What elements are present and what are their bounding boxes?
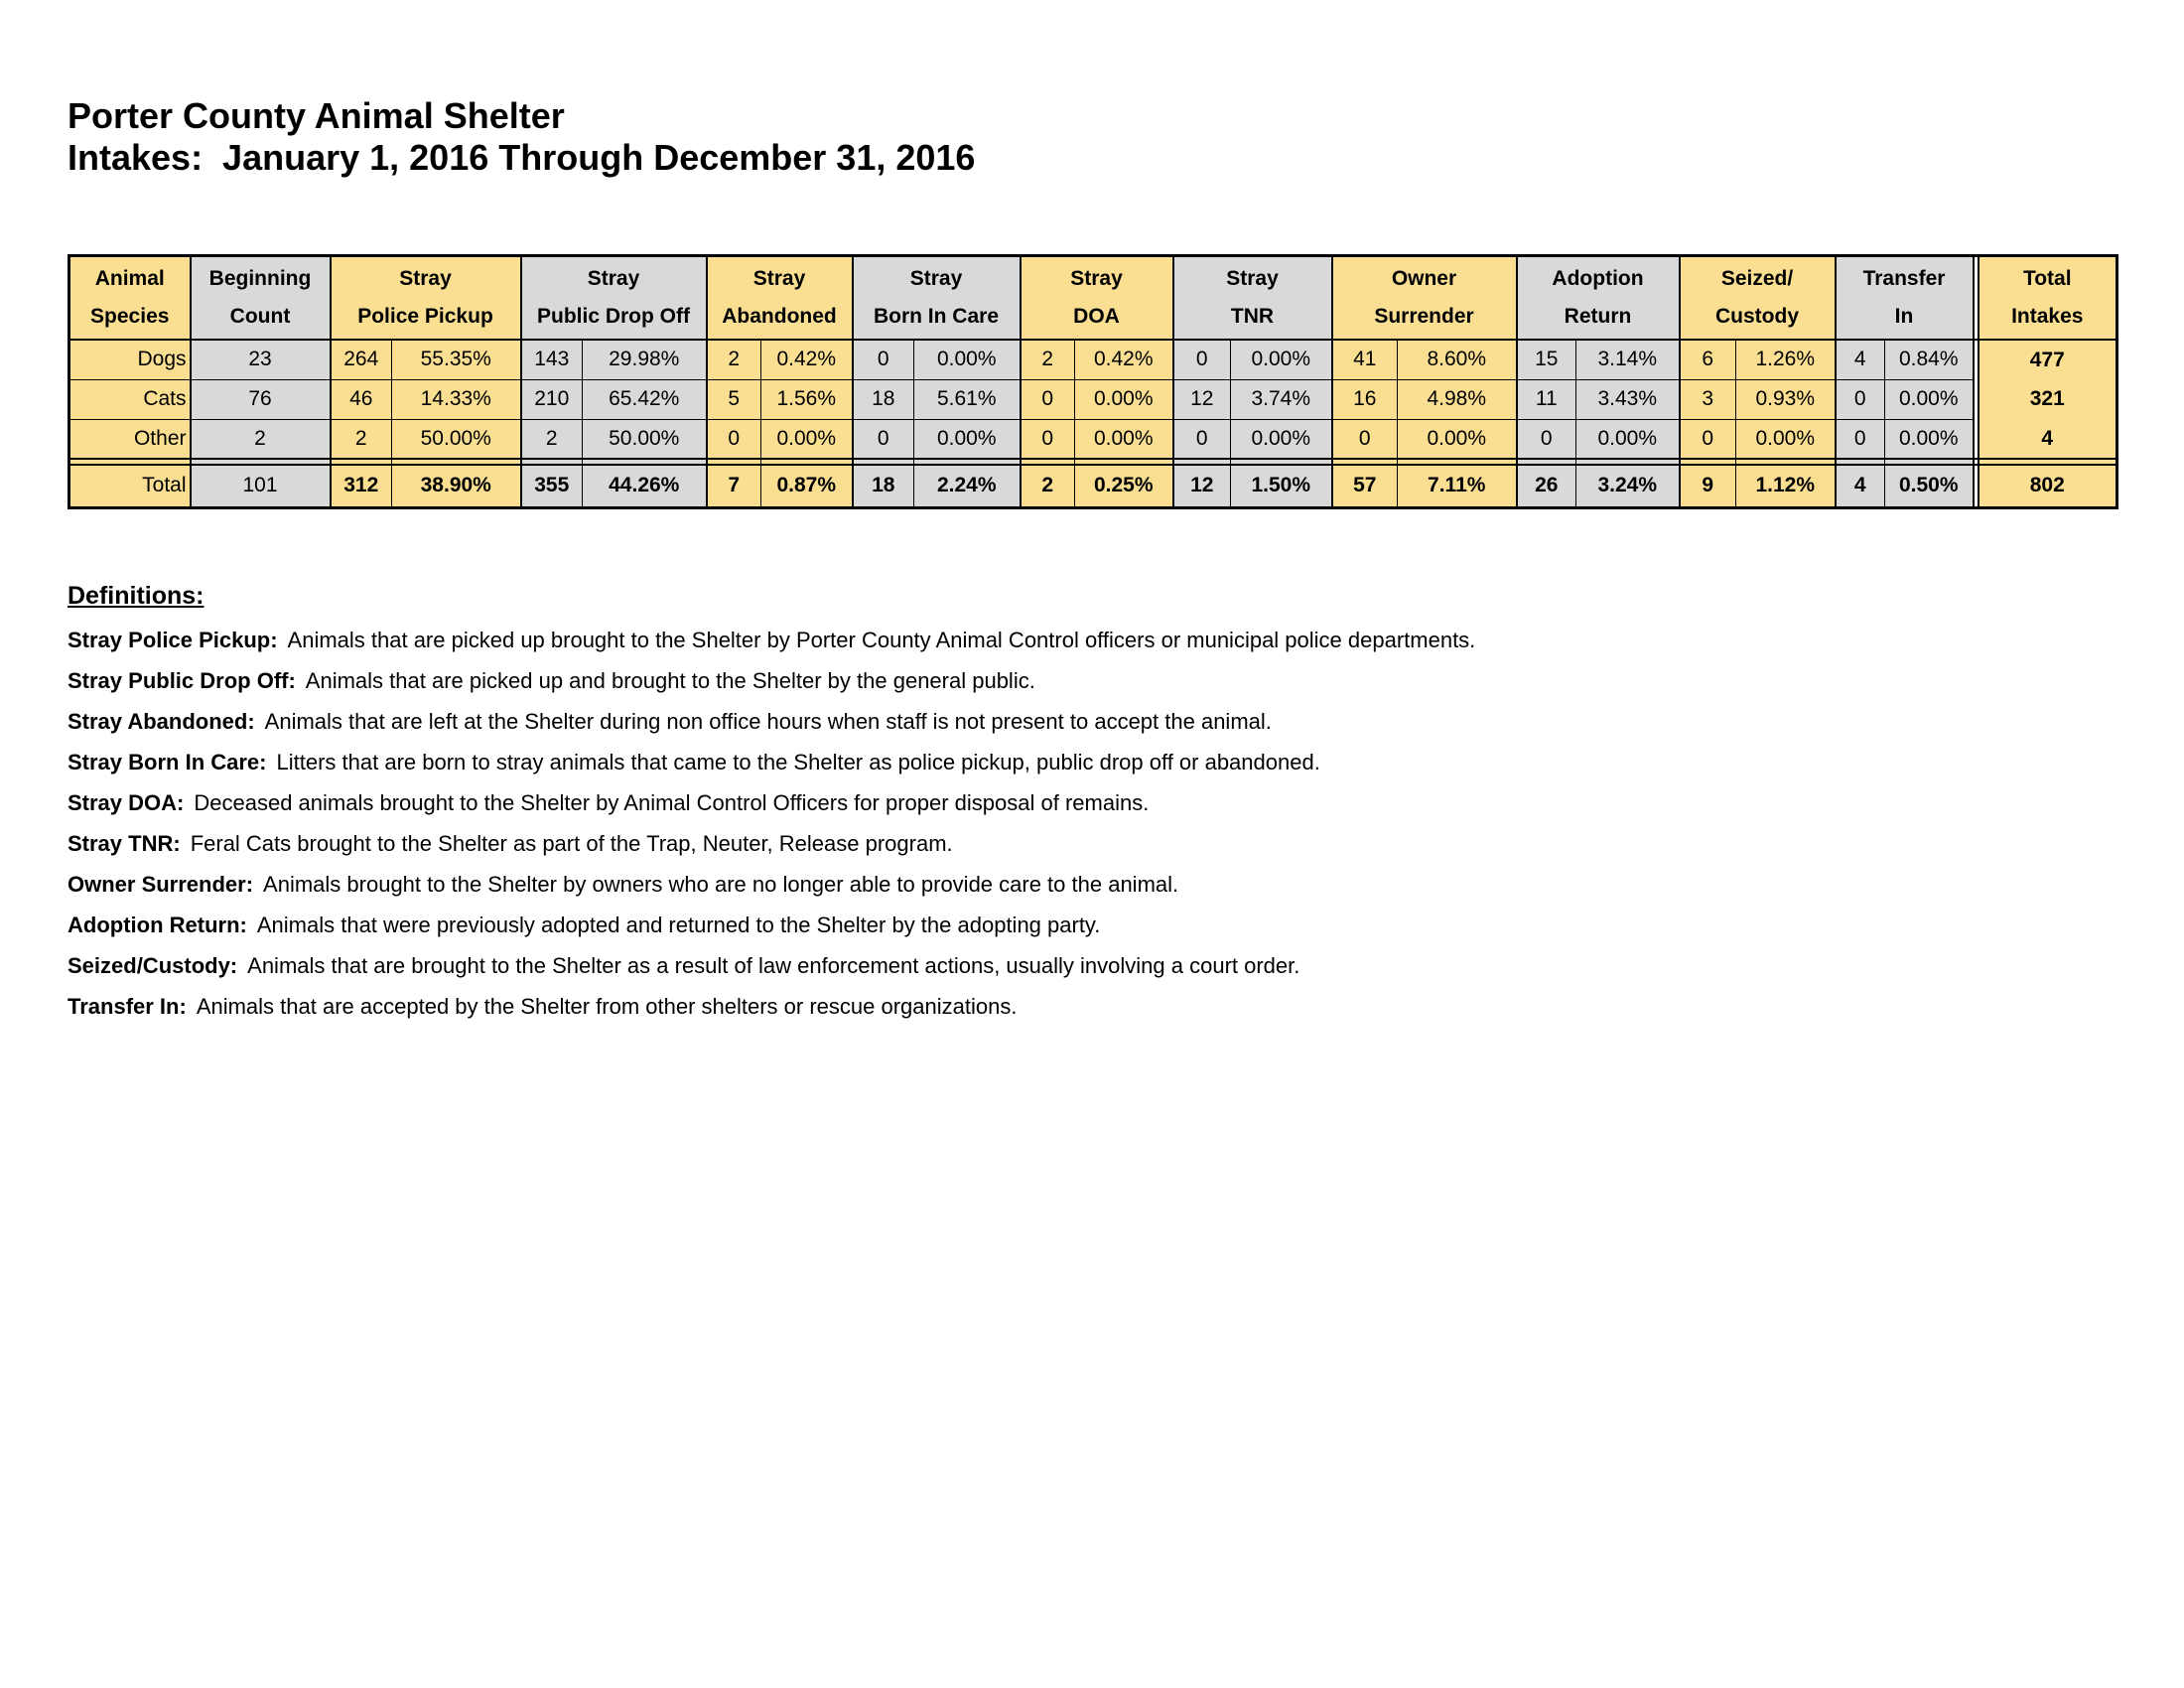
count-cell: 5 [707, 379, 761, 419]
percent-cell: 1.12% [1736, 465, 1836, 507]
percent-cell: 0.93% [1736, 379, 1836, 419]
count-cell: 2 [521, 419, 583, 459]
count-cell: 57 [1332, 465, 1398, 507]
count-cell: 3 [1680, 379, 1736, 419]
definition-text: Feral Cats brought to the Shelter as part of the Trap, Neuter, Release program. [190, 831, 953, 856]
header-line2: Surrender [1374, 305, 1474, 328]
definition-item [68, 791, 1475, 815]
species-cell: Dogs [69, 340, 191, 379]
definition-text: Animals that were previously adopted and returned to the Shelter by the adopting party. [256, 913, 1101, 937]
definition-item [68, 669, 1475, 693]
definition-term: Owner Surrender: [68, 872, 254, 897]
table-total-row [69, 465, 2117, 507]
definition-text: Animals that are picked up and brought to the Shelter by the general public. [305, 668, 1035, 693]
count-cell: 0 [1517, 419, 1576, 459]
count-cell: 355 [521, 465, 583, 507]
definition-text: Animals that are brought to the Shelter as a result of law enforcement actions, usually involving a court order. [247, 953, 1300, 978]
header-line2: Custody [1715, 305, 1799, 328]
percent-cell: 0.00% [914, 340, 1021, 379]
header-line2: Species [90, 305, 170, 328]
definitions-list [68, 629, 1475, 1019]
percent-cell: 0.00% [1231, 419, 1332, 459]
beginning-count-cell: 23 [191, 340, 331, 379]
header-line2: Return [1564, 305, 1632, 328]
total-intakes-cell: 4 [1979, 419, 2117, 459]
page-subtitle: Intakes: January 1, 2016 Through December 31, 2016 [68, 137, 976, 178]
definition-term: Stray DOA: [68, 790, 185, 815]
header-cell [1979, 256, 2117, 341]
count-cell: 7 [707, 465, 761, 507]
count-cell: 210 [521, 379, 583, 419]
header-line1: Total [2022, 267, 2072, 290]
percent-cell: 3.43% [1576, 379, 1680, 419]
percent-cell: 0.00% [914, 419, 1021, 459]
header-line1: Owner [1391, 267, 1457, 290]
percent-cell: 0.00% [1736, 419, 1836, 459]
header-line1: Stray [1070, 267, 1123, 290]
percent-cell: 1.56% [761, 379, 853, 419]
species-cell: Other [69, 419, 191, 459]
beginning-count-cell: 101 [191, 465, 331, 507]
definition-term: Stray TNR: [68, 831, 181, 856]
percent-cell: 50.00% [392, 419, 521, 459]
count-cell: 15 [1517, 340, 1576, 379]
percent-cell: 65.42% [583, 379, 707, 419]
header-cell [1021, 256, 1173, 341]
header-line1: Beginning [208, 267, 312, 290]
header-line2: TNR [1230, 305, 1275, 328]
percent-cell: 0.00% [1576, 419, 1680, 459]
percent-cell: 55.35% [392, 340, 521, 379]
count-cell: 11 [1517, 379, 1576, 419]
count-cell: 18 [853, 379, 914, 419]
percent-cell: 4.98% [1398, 379, 1517, 419]
count-cell: 0 [1836, 419, 1885, 459]
header-line1: Stray [399, 267, 452, 290]
percent-cell: 1.50% [1231, 465, 1332, 507]
percent-cell: 3.14% [1576, 340, 1680, 379]
definition-item [68, 629, 1475, 652]
header-line2: Public Drop Off [537, 305, 690, 328]
definition-text: Animals that are accepted by the Shelter from other shelters or rescue organizations. [196, 994, 1018, 1019]
definition-item [68, 873, 1475, 897]
percent-cell: 5.61% [914, 379, 1021, 419]
species-cell: Cats [69, 379, 191, 419]
header-line2: Police Pickup [357, 305, 493, 328]
count-cell: 2 [1021, 340, 1075, 379]
count-cell: 0 [707, 419, 761, 459]
count-cell: 6 [1680, 340, 1736, 379]
percent-cell: 1.26% [1736, 340, 1836, 379]
page-title: Porter County Animal Shelter [68, 95, 565, 136]
percent-cell: 0.00% [1885, 419, 1974, 459]
header-cell [1332, 256, 1517, 341]
percent-cell: 3.24% [1576, 465, 1680, 507]
percent-cell: 14.33% [392, 379, 521, 419]
total-intakes-cell: 802 [1979, 465, 2117, 507]
beginning-count-cell: 2 [191, 419, 331, 459]
definition-term: Transfer In: [68, 994, 187, 1019]
header-cell [1173, 256, 1332, 341]
definition-term: Stray Born In Care: [68, 750, 267, 774]
definition-item [68, 914, 1475, 937]
percent-cell: 29.98% [583, 340, 707, 379]
count-cell: 41 [1332, 340, 1398, 379]
count-cell: 2 [1021, 465, 1075, 507]
definition-text: Animals brought to the Shelter by owners who are no longer able to provide care to the animal. [263, 872, 1179, 897]
header-cell [521, 256, 707, 341]
count-cell: 26 [1517, 465, 1576, 507]
definition-item [68, 751, 1475, 774]
header-line1: Stray [1226, 267, 1279, 290]
header-line1: Transfer [1862, 267, 1946, 290]
table-header-row [69, 256, 2117, 341]
header-line2: DOA [1073, 305, 1120, 328]
header-cell [853, 256, 1021, 341]
header-line2: Count [229, 305, 291, 328]
count-cell: 4 [1836, 340, 1885, 379]
header-line1: Stray [587, 267, 640, 290]
header-line1: Stray [909, 267, 963, 290]
count-cell: 143 [521, 340, 583, 379]
count-cell: 0 [1332, 419, 1398, 459]
count-cell: 0 [853, 340, 914, 379]
header-line1: Seized/ [1720, 267, 1794, 290]
count-cell: 12 [1173, 465, 1231, 507]
header-line2: Abandoned [722, 305, 837, 328]
header-line2: Intakes [2011, 305, 2084, 328]
definition-text: Animals that are picked up brought to the Shelter by Porter County Animal Control officers or municipal police departments. [287, 628, 1476, 652]
percent-cell: 0.00% [1398, 419, 1517, 459]
count-cell: 18 [853, 465, 914, 507]
percent-cell: 8.60% [1398, 340, 1517, 379]
header-line2: In [1894, 305, 1914, 328]
header-line1: Stray [752, 267, 806, 290]
header-cell [191, 256, 331, 341]
definitions-section [68, 582, 1475, 1036]
percent-cell: 0.84% [1885, 340, 1974, 379]
count-cell: 0 [1173, 419, 1231, 459]
header-line1: Animal [94, 267, 165, 290]
definition-term: Seized/Custody: [68, 953, 238, 978]
header-cell [331, 256, 521, 341]
table-row [69, 379, 2117, 419]
count-cell: 16 [1332, 379, 1398, 419]
percent-cell: 38.90% [392, 465, 521, 507]
definition-term: Stray Police Pickup: [68, 628, 278, 652]
header-cell [1836, 256, 1974, 341]
header-cell [1680, 256, 1836, 341]
count-cell: 0 [853, 419, 914, 459]
percent-cell: 3.74% [1231, 379, 1332, 419]
percent-cell: 0.25% [1075, 465, 1173, 507]
count-cell: 0 [1836, 379, 1885, 419]
definition-item [68, 710, 1475, 734]
percent-cell: 0.00% [1075, 419, 1173, 459]
count-cell: 4 [1836, 465, 1885, 507]
percent-cell: 0.42% [761, 340, 853, 379]
count-cell: 0 [1021, 379, 1075, 419]
count-cell: 2 [707, 340, 761, 379]
species-cell: Total [69, 465, 191, 507]
total-intakes-cell: 321 [1979, 379, 2117, 419]
count-cell: 264 [331, 340, 392, 379]
definition-text: Litters that are born to stray animals that came to the Shelter as police pickup, public drop off or abandoned. [276, 750, 1320, 774]
percent-cell: 7.11% [1398, 465, 1517, 507]
percent-cell: 0.87% [761, 465, 853, 507]
count-cell: 9 [1680, 465, 1736, 507]
percent-cell: 0.50% [1885, 465, 1974, 507]
count-cell: 0 [1173, 340, 1231, 379]
definition-text: Animals that are left at the Shelter during non office hours when staff is not present to accept the animal. [264, 709, 1272, 734]
definition-item [68, 954, 1475, 978]
header-cell [1517, 256, 1680, 341]
header-line1: Adoption [1552, 267, 1644, 290]
definition-item [68, 995, 1475, 1019]
percent-cell: 44.26% [583, 465, 707, 507]
header-cell [69, 256, 191, 341]
percent-cell: 0.00% [1075, 379, 1173, 419]
definition-term: Adoption Return: [68, 913, 247, 937]
definition-item [68, 832, 1475, 856]
intake-table [68, 254, 2118, 509]
table-row [69, 419, 2117, 459]
percent-cell: 0.00% [1231, 340, 1332, 379]
definition-term: Stray Public Drop Off: [68, 668, 296, 693]
count-cell: 12 [1173, 379, 1231, 419]
definition-term: Stray Abandoned: [68, 709, 255, 734]
definitions-heading: Definitions: [68, 582, 205, 610]
total-intakes-cell: 477 [1979, 340, 2117, 379]
table-row [69, 340, 2117, 379]
percent-cell: 0.42% [1075, 340, 1173, 379]
percent-cell: 2.24% [914, 465, 1021, 507]
count-cell: 312 [331, 465, 392, 507]
beginning-count-cell: 76 [191, 379, 331, 419]
count-cell: 2 [331, 419, 392, 459]
definition-text: Deceased animals brought to the Shelter by Animal Control Officers for proper disposal of remains. [194, 790, 1150, 815]
percent-cell: 50.00% [583, 419, 707, 459]
count-cell: 0 [1021, 419, 1075, 459]
count-cell: 46 [331, 379, 392, 419]
percent-cell: 0.00% [1885, 379, 1974, 419]
percent-cell: 0.00% [761, 419, 853, 459]
header-line2: Born In Care [873, 305, 1000, 328]
count-cell: 0 [1680, 419, 1736, 459]
header-cell [707, 256, 853, 341]
